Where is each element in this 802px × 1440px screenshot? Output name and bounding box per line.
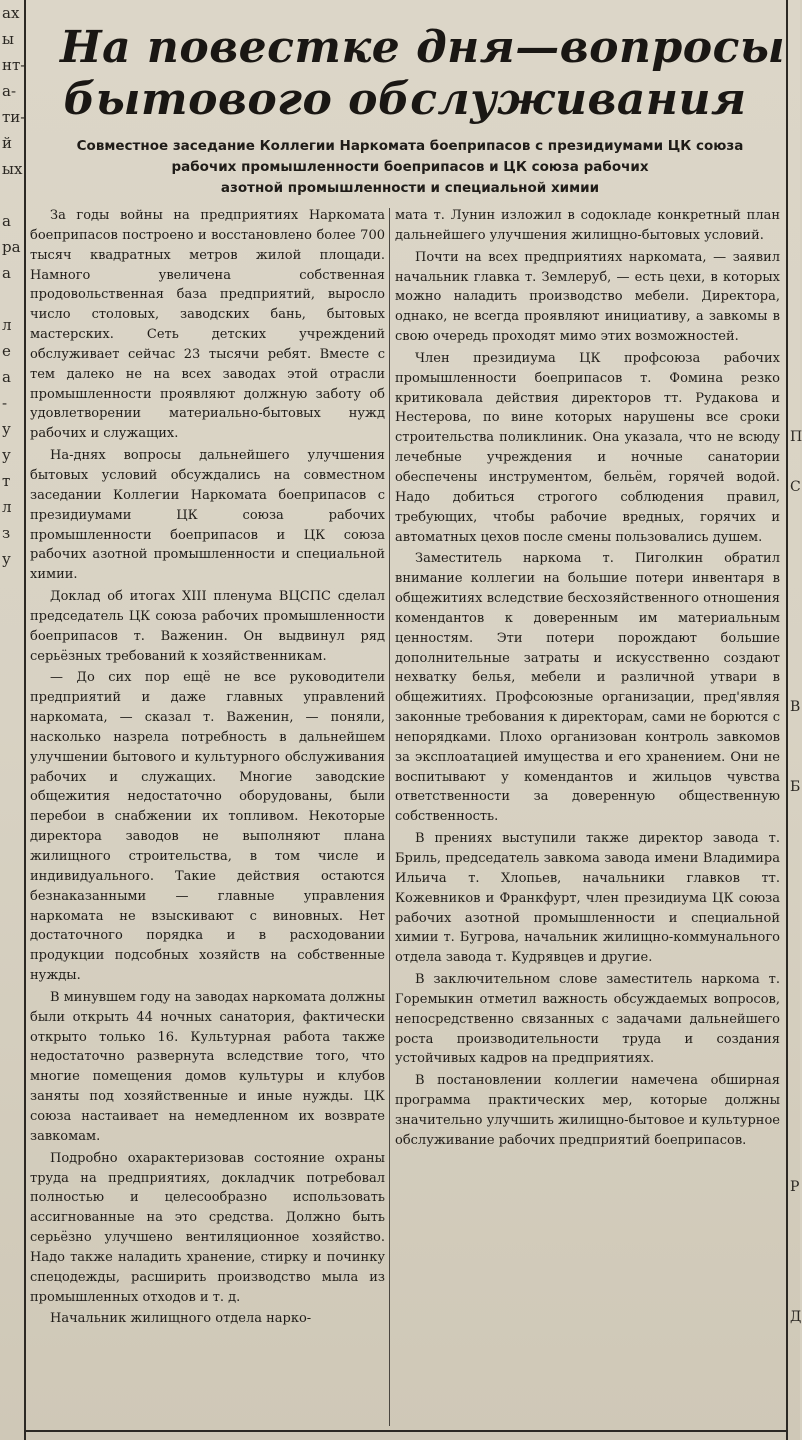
bottom-rule [24, 1430, 786, 1432]
article-column-left [30, 206, 385, 1428]
left-margin-fragment: ы [2, 30, 14, 48]
left-margin-fragment: а [2, 212, 11, 230]
subheading-line-3: азотной промышленности и специальной химии [220, 180, 600, 196]
article-headline [60, 22, 786, 126]
left-margin-fragment: ти- [2, 108, 26, 126]
left-margin-fragment: а [2, 368, 11, 386]
column-divider [389, 208, 390, 1426]
article-subheading [40, 136, 780, 199]
left-neighbor-column [0, 0, 26, 1440]
right-neighbor-column [786, 0, 802, 1440]
right-margin-fragment: В [790, 699, 801, 715]
headline-line-2: бытового обслуживания [63, 74, 747, 125]
article-column-right [395, 206, 780, 1428]
right-margin-fragment: П [790, 429, 802, 445]
left-margin-fragment: у [2, 446, 11, 464]
paragraph: В минувшем году на заводах наркомата должны были открыть 44 ночных санатория, фактически открыто только 16. Культурная работа также недостаточно развернута вследствие того, что многие помещения домов культуры и клубов заняты под хозяйственные и иные нужды. ЦК союза настаивает на немедленном их возврате завкомам. [30, 989, 385, 1144]
paragraph: Подробно охарактеризовав состояние охраны труда на предприятиях, докладчик потребовал полностью и целесообразно использовать ассигнованные на это средства. Должно быть серьёзно улучшено вентиляционное хозяйство. Надо также наладить хранение, стирку и починку спецодежды, расширить производство мыла из промышленных отходов и т. д. [30, 1150, 385, 1305]
left-margin-fragment: ых [2, 160, 23, 178]
left-margin-fragment: а- [2, 82, 17, 100]
paragraph: мата т. Лунин изложил в содокладе конкретный план дальнейшего улучшения жилищно-бытовых условий. [395, 208, 780, 243]
right-margin-fragment: Р [790, 1179, 800, 1195]
left-margin-fragment: й [2, 134, 12, 152]
paragraph: — До сих пор ещё не все руководители предприятий и даже главных управлений наркомата, — сказал т. Важенин, — поняли, насколько назрела потребность в дальнейшем улучшении бытового и культурного обслуживания рабочих и служащих. Многие заводские общежития недостаточно оборудованы, были перебои в снабжении их топливом. Некоторые директора заводов не выполняют плана жилищного строительства, в том числе и индивидуального. Такие действия остаются безнаказанными — главные управления наркомата не взыскивают с виновных. Нет достаточного порядка и в расходовании продукции подсобных хозяйств на собственные нужды. [30, 670, 385, 984]
left-margin-fragment: з [2, 524, 11, 542]
paragraph: Начальник жилищного отдела нарко- [50, 1311, 312, 1327]
left-margin-fragment: ра [2, 238, 21, 256]
right-margin-fragment: Б [790, 779, 801, 795]
left-margin-fragment: ах [2, 4, 20, 22]
subheading-line-2: рабочих промышленности боеприпасов и ЦК союза рабочих [171, 159, 649, 175]
subheading-line-1: Совместное заседание Коллегии Наркомата боеприпасов с президиумами ЦК союза [76, 138, 744, 154]
paragraph: За годы войны на предприятиях Наркомата боеприпасов построено и восстановлено более 700 тысяч квадратных метров жилой площади. Намного увеличена собственная продовольственная база предприятий, выросло число столовых, заводских бань, бытовых мастерских. Сеть детских учреждений обслуживает сейчас 23 тысячи ребят. Вместе с тем далеко не на всех заводах этой отрасли промышленности проявляют должную заботу об удовлетворении материально-бытовых нужд рабочих и служащих. [30, 208, 385, 442]
paragraph: Член президиума ЦК профсоюза рабочих промышленности боеприпасов т. Фомина резко критиковала действия директоров тт. Рудакова и Нестерова, по вине которых нарушены все сроки строительства поликлиник. Она указала, что не всюду лечебные учреждения и ночные санатории обеспечены инструментом, бельём, горячей водой. Надо добиться строгого соблюдения правил, требующих, чтобы рабочие вредных, горячих и автоматных цехов после смены пользовались душем. [395, 350, 780, 545]
paragraph: Заместитель наркома т. Пиголкин обратил внимание коллегии на большие потери инвентаря в общежитиях вследствие бесхозяйственного отношения комендантов к доверенным им материальным ценностям. Эти потери порождают большие дополнительные затраты и искусственно создают нехватку белья, мебели и различной утвари в общежитиях. Профсоюзные организации, пред'являя законные требования к директорам, сами не борются с непорядками. Плохо организован контроль завкомов за эксплоатацией имущества и его хранением. Они не воспитывают у комендантов и жильцов чувства ответственности за доверенную общественную собственность. [395, 551, 780, 825]
paragraph: В постановлении коллегии намечена обширная программа практических мер, которые должны значительно улучшить жилищно-бытовое и культурное обслуживание рабочих предприятий боеприпасов. [395, 1073, 780, 1148]
left-margin-fragment: у [2, 550, 11, 568]
paragraph: На-днях вопросы дальнейшего улучшения бытовых условий обсуждались на совместном заседании Коллегии Наркомата боеприпасов с президиумами ЦК союза рабочих промышленности боеприпасов и ЦК союза рабочих азотной промышленности и специальной химии. [30, 448, 385, 583]
left-margin-fragment: л [2, 498, 12, 516]
left-margin-fragment: е [2, 342, 11, 360]
left-margin-fragment: т [2, 472, 11, 490]
paragraph: Доклад об итогах XIII пленума ВЦСПС сделал председатель ЦК союза рабочих промышленности боеприпасов т. Важенин. Он выдвинул ряд серьёзных требований к хозяйственникам. [30, 589, 385, 664]
left-margin-fragment: - [2, 394, 8, 412]
paragraph: В прениях выступили также директор завода т. Бриль, председатель завкома завода имени Владимира Ильича т. Хлопьев, начальники главков тт. Кожевников и Франкфурт, член президиума ЦК союза рабочих азотной промышленности и специальной химии т. Бугрова, начальник жилищно-коммунального отдела завода т. Кудрявцев и другие. [395, 831, 780, 966]
paragraph: В заключительном слове заместитель наркома т. Горемыкин отметил важность обсуждаемых вопросов, непосредственно связанных с задачами дальнейшего роста производительности труда и создания устойчивых кадров на предприятиях. [395, 972, 780, 1067]
left-margin-fragment: а [2, 264, 11, 282]
right-margin-fragment: Д [790, 1309, 802, 1325]
left-margin-fragment: л [2, 316, 12, 334]
left-margin-fragment: у [2, 420, 11, 438]
paragraph: Почти на всех предприятиях наркомата, — заявил начальник главка т. Землеруб, — есть цехи, в которых можно наладить производство мебели. Директора, однако, не всегда проявляют инициативу, а завкомы в свою очередь проходят мимо этих возможностей. [395, 249, 780, 345]
right-margin-fragment: С [790, 479, 801, 495]
headline-line-1: На повестке дня—вопросы [60, 22, 786, 73]
left-margin-fragment: нт- [2, 56, 26, 74]
